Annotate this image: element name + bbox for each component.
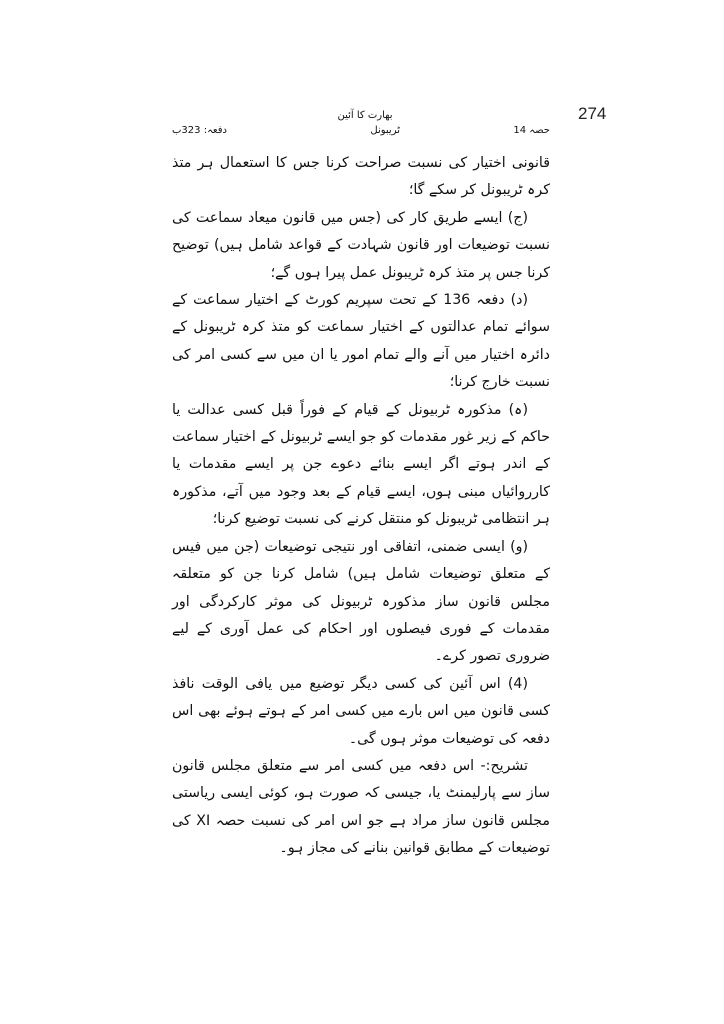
paragraph: (د) دفعہ 136 کے تحت سپریم کورٹ کے اختیار سماعت کے سوائے تمام عدالتوں کے اختیار سماعت کو متذ کرہ ٹریبونل کے دائرہ اختیار میں آنے والے تمام امور یا ان میں سے کسی امر کی نسبت خارج کرنا؛ <box>172 292 550 391</box>
paragraph: (ہ) مذکورہ ٹربیونل کے قیام کے فوراً قبل کسی عدالت یا حاکم کے زیر غور مقدمات کو جو ایسے ٹربیونل کے اختیار سماعت کے اندر ہوتے اگر ایسے بنائے دعوے جن پر ایسے مقدمات یا کارروائیاں مبنی ہوں، ایسے قیام کے بعد وجود میں آتے، مذکورہ ہر انتظامی ٹریبونل کو منتقل کرنے کی نسبت توضیع کرنا؛ <box>172 401 550 528</box>
paragraph: قانونی اختیار کی نسبت صراحت کرنا جس کا استعمال ہر متذ کرہ ٹریبونل کر سکے گا؛ <box>172 155 550 199</box>
paragraph: تشریح:- اس دفعہ میں کسی امر سے متعلق مجلس قانون ساز سے پارلیمنٹ یا، جیسی کہ صورت ہو، کوئی ایسی ریاستی مجلس قانون ساز مراد ہے جو اس امر کی نسبت حصہ XI کی توضیعات کے مطابق قوانین بنانے کی مجاز ہو۔ <box>172 757 551 857</box>
running-title: بھارت کا آئین <box>337 110 393 121</box>
header-part: حصہ 14 <box>513 125 550 136</box>
header-chapter: ٹریبونل <box>370 125 400 136</box>
paragraph: (4) اس آئین کی کسی دیگر توضیع میں یافی الوقت نافذ کسی قانون میں اس بارے میں کسی امر کے ہوتے ہوئے بھی اس دفعہ کی توضیعات موثر ہوں گی۔ <box>172 675 550 747</box>
header-article: دفعہ: 323ب <box>172 125 227 136</box>
body-text <box>172 150 550 863</box>
paragraph: (و) ایسی ضمنی، اتفاقی اور نتیجی توضیعات (جن میں فیس کے متعلق توضیعات شامل ہیں) شامل کرنا جن کو متعلقہ مجلس قانون ساز مذکورہ ٹربیونل کی موثر کارکردگی اور مقدمات کے فوری فیصلوں اور احکام کی عمل آوری کے لیے ضروری تصور کرے۔ <box>172 538 550 665</box>
running-header <box>172 125 550 141</box>
paragraph: (ج) ایسے طریق کار کی (جس میں قانون میعاد سماعت کی نسبت توضیعات اور قانون شہادت کے قواعد شامل ہیں) توضیح کرنا جس پر متذ کرہ ٹریبونل عمل پیرا ہوں گے؛ <box>172 209 550 281</box>
page-number: 274 <box>578 104 607 123</box>
